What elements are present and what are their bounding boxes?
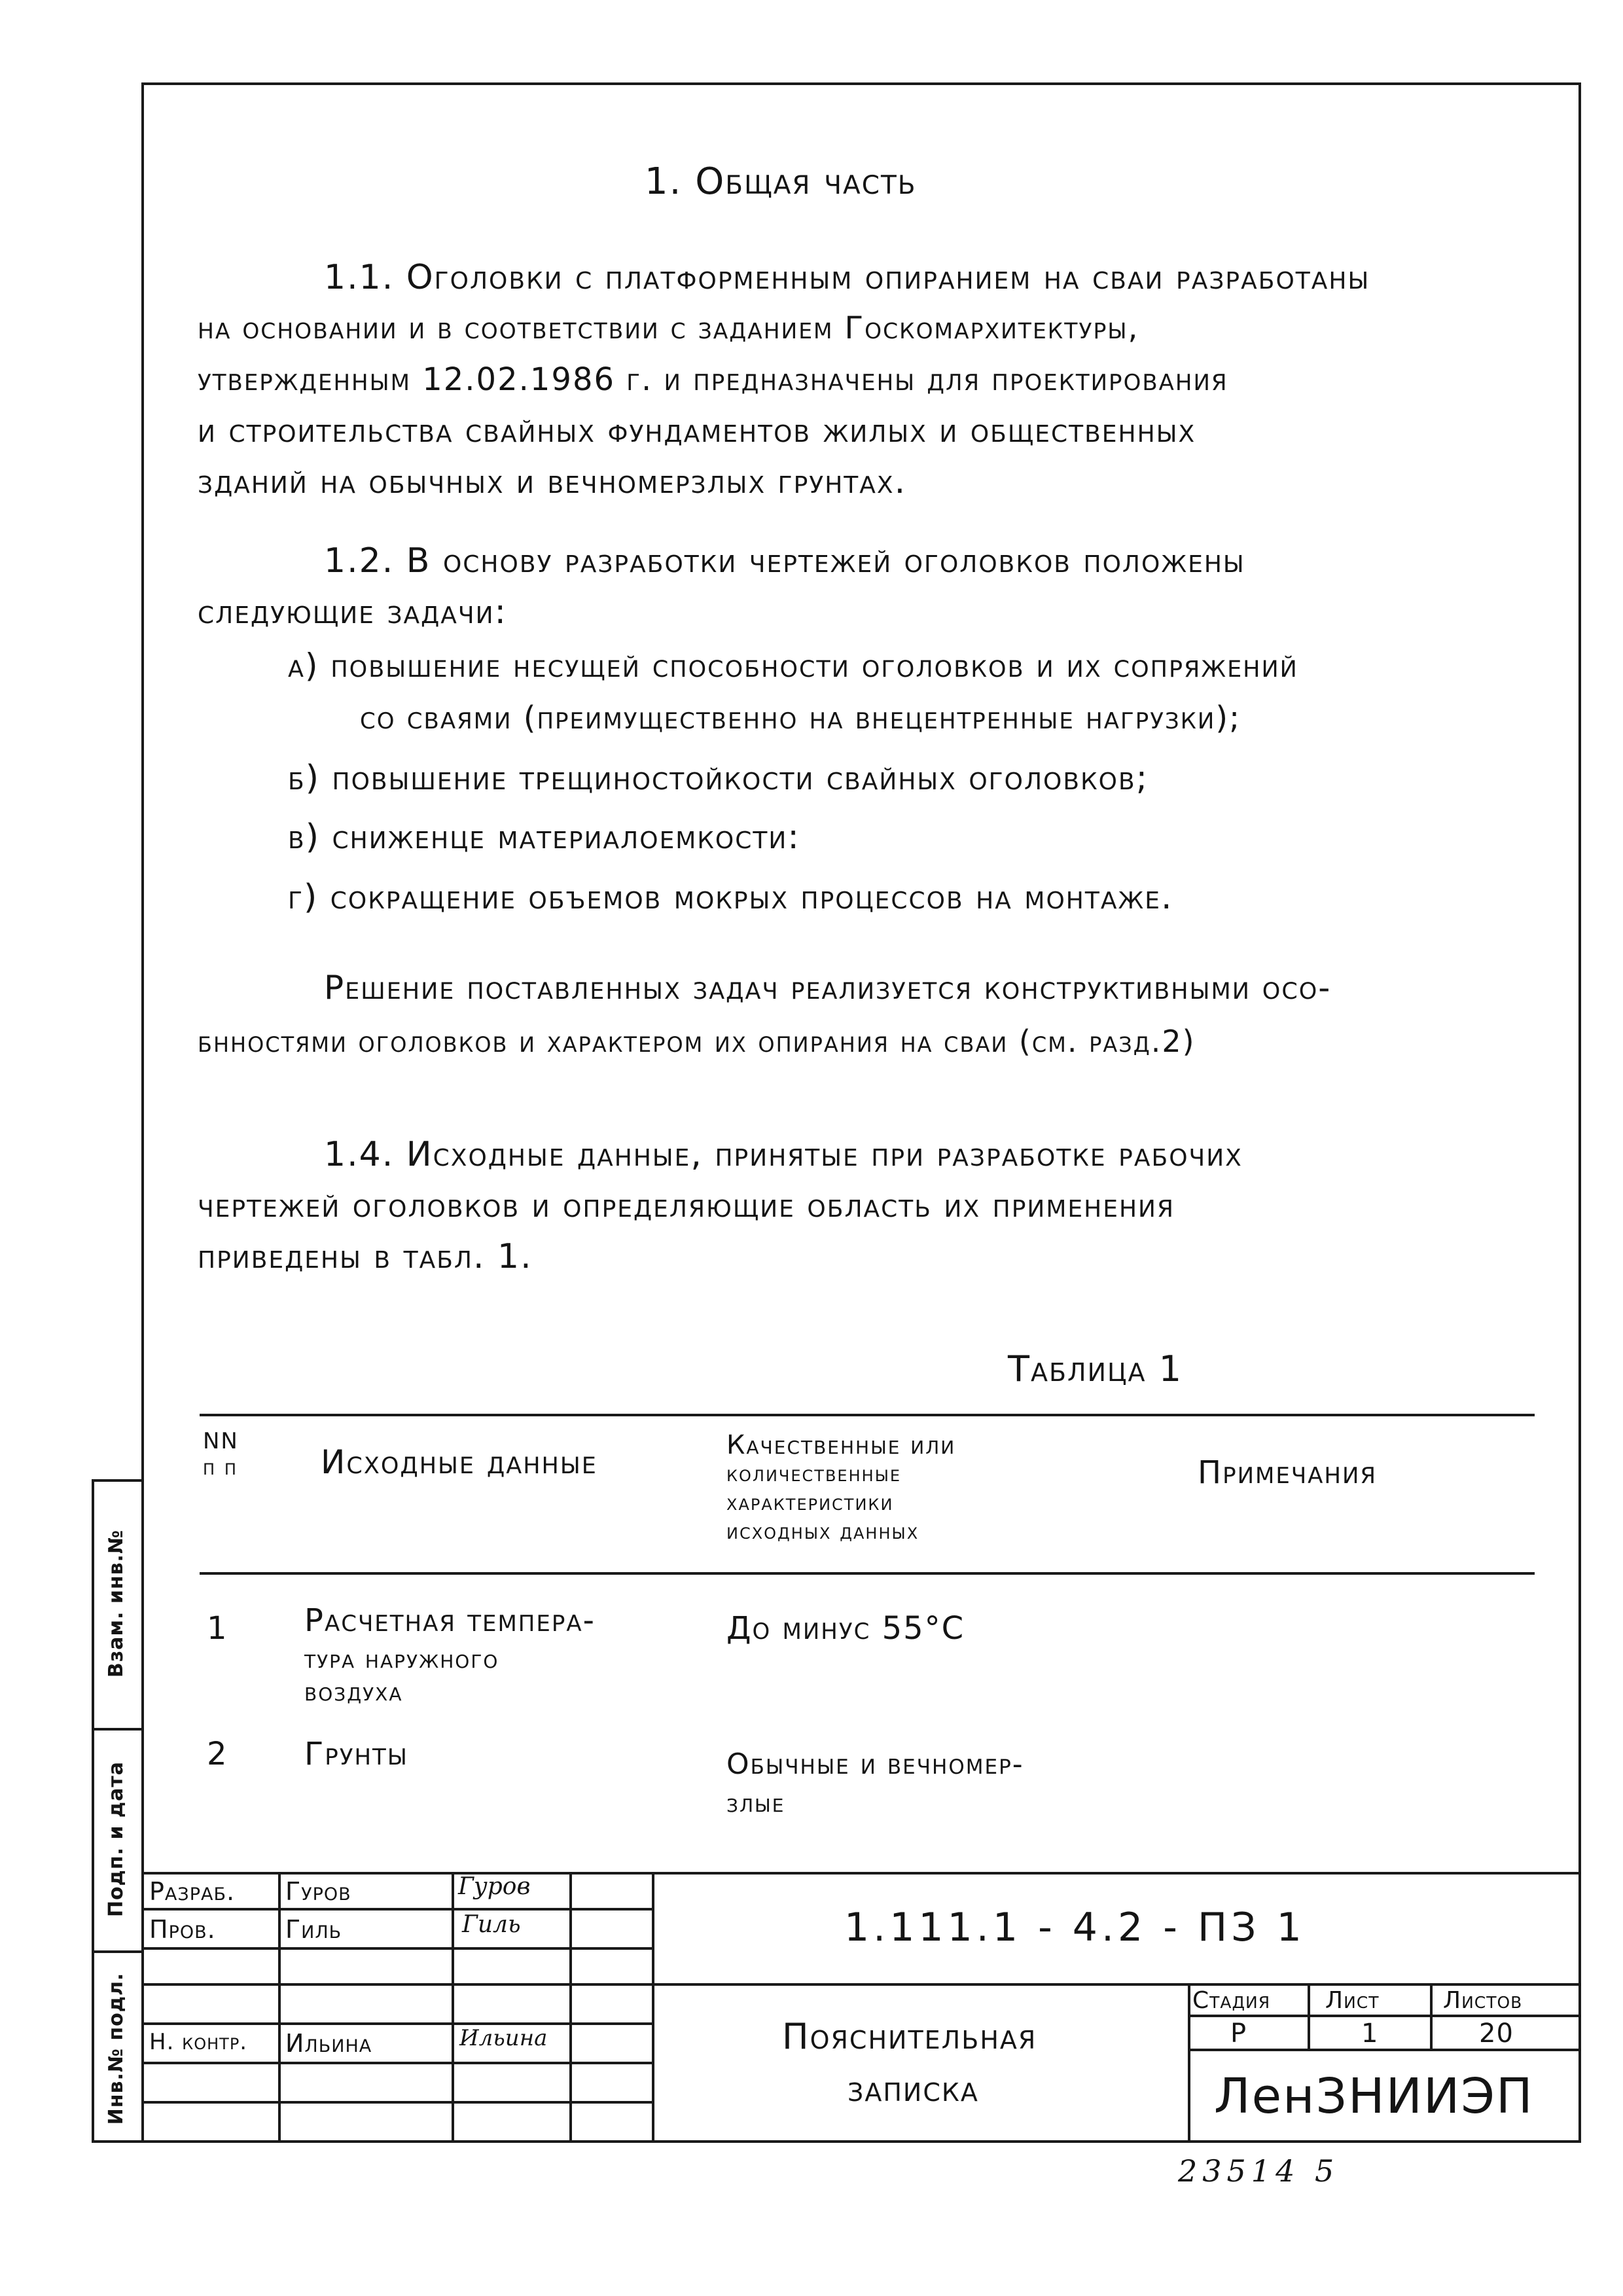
paragraph-1-1-line-5: зданий на обычных и вечномерзлых грунтах. [198, 462, 907, 501]
stamp-stage-value: Р [1230, 2018, 1247, 2049]
paragraph-1-1-line-3: утвержденным 12.02.1986 г. и предназначены для проектирования [198, 361, 1228, 398]
stamp-row-5 [141, 2062, 652, 2064]
stamp-col-5 [1188, 1983, 1190, 2143]
paragraph-1-3-line-2: бнностями оголовков и характером их опирания на сваи (см. разд.2) [198, 1024, 1196, 1059]
stamp-sheets-label: Листов [1443, 1987, 1523, 2014]
table-row-2-value-1: Обычные и вечномер- [726, 1748, 1024, 1781]
stamp-sheet-value: 1 [1361, 2018, 1379, 2049]
paragraph-1-4-line-2: чертежей оголовков и определяющие область их применения [198, 1186, 1175, 1225]
stamp-col-2 [452, 1872, 454, 2143]
table-header-char-4: исходных данных [726, 1518, 919, 1545]
stamp-col-3 [569, 1872, 572, 2143]
stamp-col-1 [278, 1872, 281, 2143]
paragraph-1-1-line-2: на основании и в соответствии с заданием Госкомархитектуры, [198, 310, 1139, 346]
stamp-role-developer: Разраб. [149, 1877, 236, 1906]
table-row-1-source-3: воздуха [304, 1677, 403, 1707]
stamp-stage-col-2 [1430, 1983, 1433, 2049]
paragraph-1-4-line-3: приведены в табл. 1. [198, 1237, 533, 1276]
footer-handwritten-number: 23514 5 [1178, 2153, 1340, 2189]
paragraph-1-2-line-2: следующие задачи: [198, 592, 508, 632]
table-row-2-source: Грунты [304, 1736, 408, 1772]
stamp-signature-norm-control: Ильина [459, 2025, 548, 2051]
side-label-inv-orig: Инв.№ подл. [105, 1972, 128, 2125]
table-row-1-num: 1 [207, 1610, 228, 1647]
table-header-source: Исходные данные [321, 1443, 597, 1481]
table-header-char-2: количественные [726, 1461, 902, 1487]
stamp-stage-rule-1 [1188, 2015, 1581, 2017]
side-strip-div-1 [92, 1728, 144, 1731]
list-item-a-cont: со сваями (преимущественно на внецентренные нагрузки); [360, 700, 1241, 736]
stamp-stage-label: Стадия [1192, 1987, 1271, 2014]
side-strip-line [92, 1479, 94, 2143]
stamp-name-developer: Гуров [285, 1877, 351, 1906]
stamp-name-checker: Гиль [285, 1915, 342, 1944]
side-label-sign-date: Подп. и дата [105, 1761, 128, 1918]
stamp-name-norm-control: Ильина [285, 2029, 372, 2058]
list-item-b: б) повышение трещиностойкости свайных оголовков; [288, 759, 1149, 798]
table-row-1-source-1: Расчетная темпера- [304, 1602, 596, 1639]
stamp-sheets-value: 20 [1479, 2018, 1514, 2049]
stamp-row-3 [141, 1983, 1581, 1986]
paragraph-1-1-line-1: 1.1. Оголовки с платформенным опиранием на сваи разработаны [324, 258, 1370, 297]
stamp-row-6 [141, 2101, 652, 2104]
table-top-rule [200, 1414, 1535, 1416]
table-header-num-2: п п [203, 1454, 238, 1480]
list-item-c: в) сниженце материалоемкости: [288, 817, 800, 857]
table-header-char-3: характеристики [726, 1490, 894, 1516]
stamp-signature-developer: Гуров [458, 1873, 531, 1900]
side-strip-top [92, 1479, 144, 1482]
stamp-stage-col-1 [1308, 1983, 1310, 2049]
table-header-notes: Примечания [1198, 1454, 1378, 1491]
list-item-d: г) сокращение объемов мокрых процессов на монтаже. [288, 878, 1173, 917]
stamp-row-4 [141, 2022, 652, 2025]
side-label-replace-inv: Взам. инв.№ [105, 1529, 128, 1678]
stamp-doc-code: 1.111.1 - 4.2 - ПЗ 1 [844, 1905, 1306, 1950]
stamp-sheet-label: Лист [1325, 1987, 1380, 2014]
stamp-row-1 [141, 1908, 652, 1910]
stamp-organization: ЛенЗНИИЭП [1214, 2068, 1534, 2125]
stamp-doc-title-2: записка [847, 2068, 979, 2109]
paragraph-1-4-line-1: 1.4. Исходные данные, принятые при разработке рабочих [324, 1135, 1243, 1174]
table-row-1-source-2: тура наружного [304, 1644, 499, 1674]
paragraph-1-2-line-1: 1.2. В основу разработки чертежей оголовков положены [324, 541, 1245, 581]
stamp-role-checker: Пров. [149, 1915, 216, 1944]
stamp-top-rule [141, 1872, 1581, 1874]
list-item-a: а) повышение несущей способности оголовков и их сопряжений [288, 647, 1298, 685]
stamp-stage-rule-2 [1188, 2049, 1581, 2051]
section-title: 1. Общая часть [645, 160, 917, 203]
stamp-doc-title-1: Пояснительная [782, 2016, 1037, 2057]
table-header-char-1: Качественные или [726, 1430, 956, 1460]
table-row-1-value: До минус 55°С [726, 1610, 965, 1647]
paragraph-1-1-line-4: и строительства свайных фундаментов жилых и общественных [198, 411, 1196, 450]
stamp-row-2 [141, 1947, 652, 1950]
paragraph-1-3-line-1: Решение поставленных задач реализуется конструктивными осо- [324, 969, 1332, 1007]
stamp-signature-checker: Гиль [462, 1911, 521, 1938]
table-caption: Таблица 1 [1008, 1348, 1183, 1390]
table-header-rule [200, 1572, 1535, 1575]
table-row-2-value-2: злые [726, 1788, 785, 1818]
stamp-role-norm-control: Н. контр. [149, 2029, 248, 2055]
table-row-2-num: 2 [207, 1736, 228, 1772]
table-header-num-1: NN [203, 1428, 239, 1454]
stamp-col-4 [652, 1872, 654, 2143]
